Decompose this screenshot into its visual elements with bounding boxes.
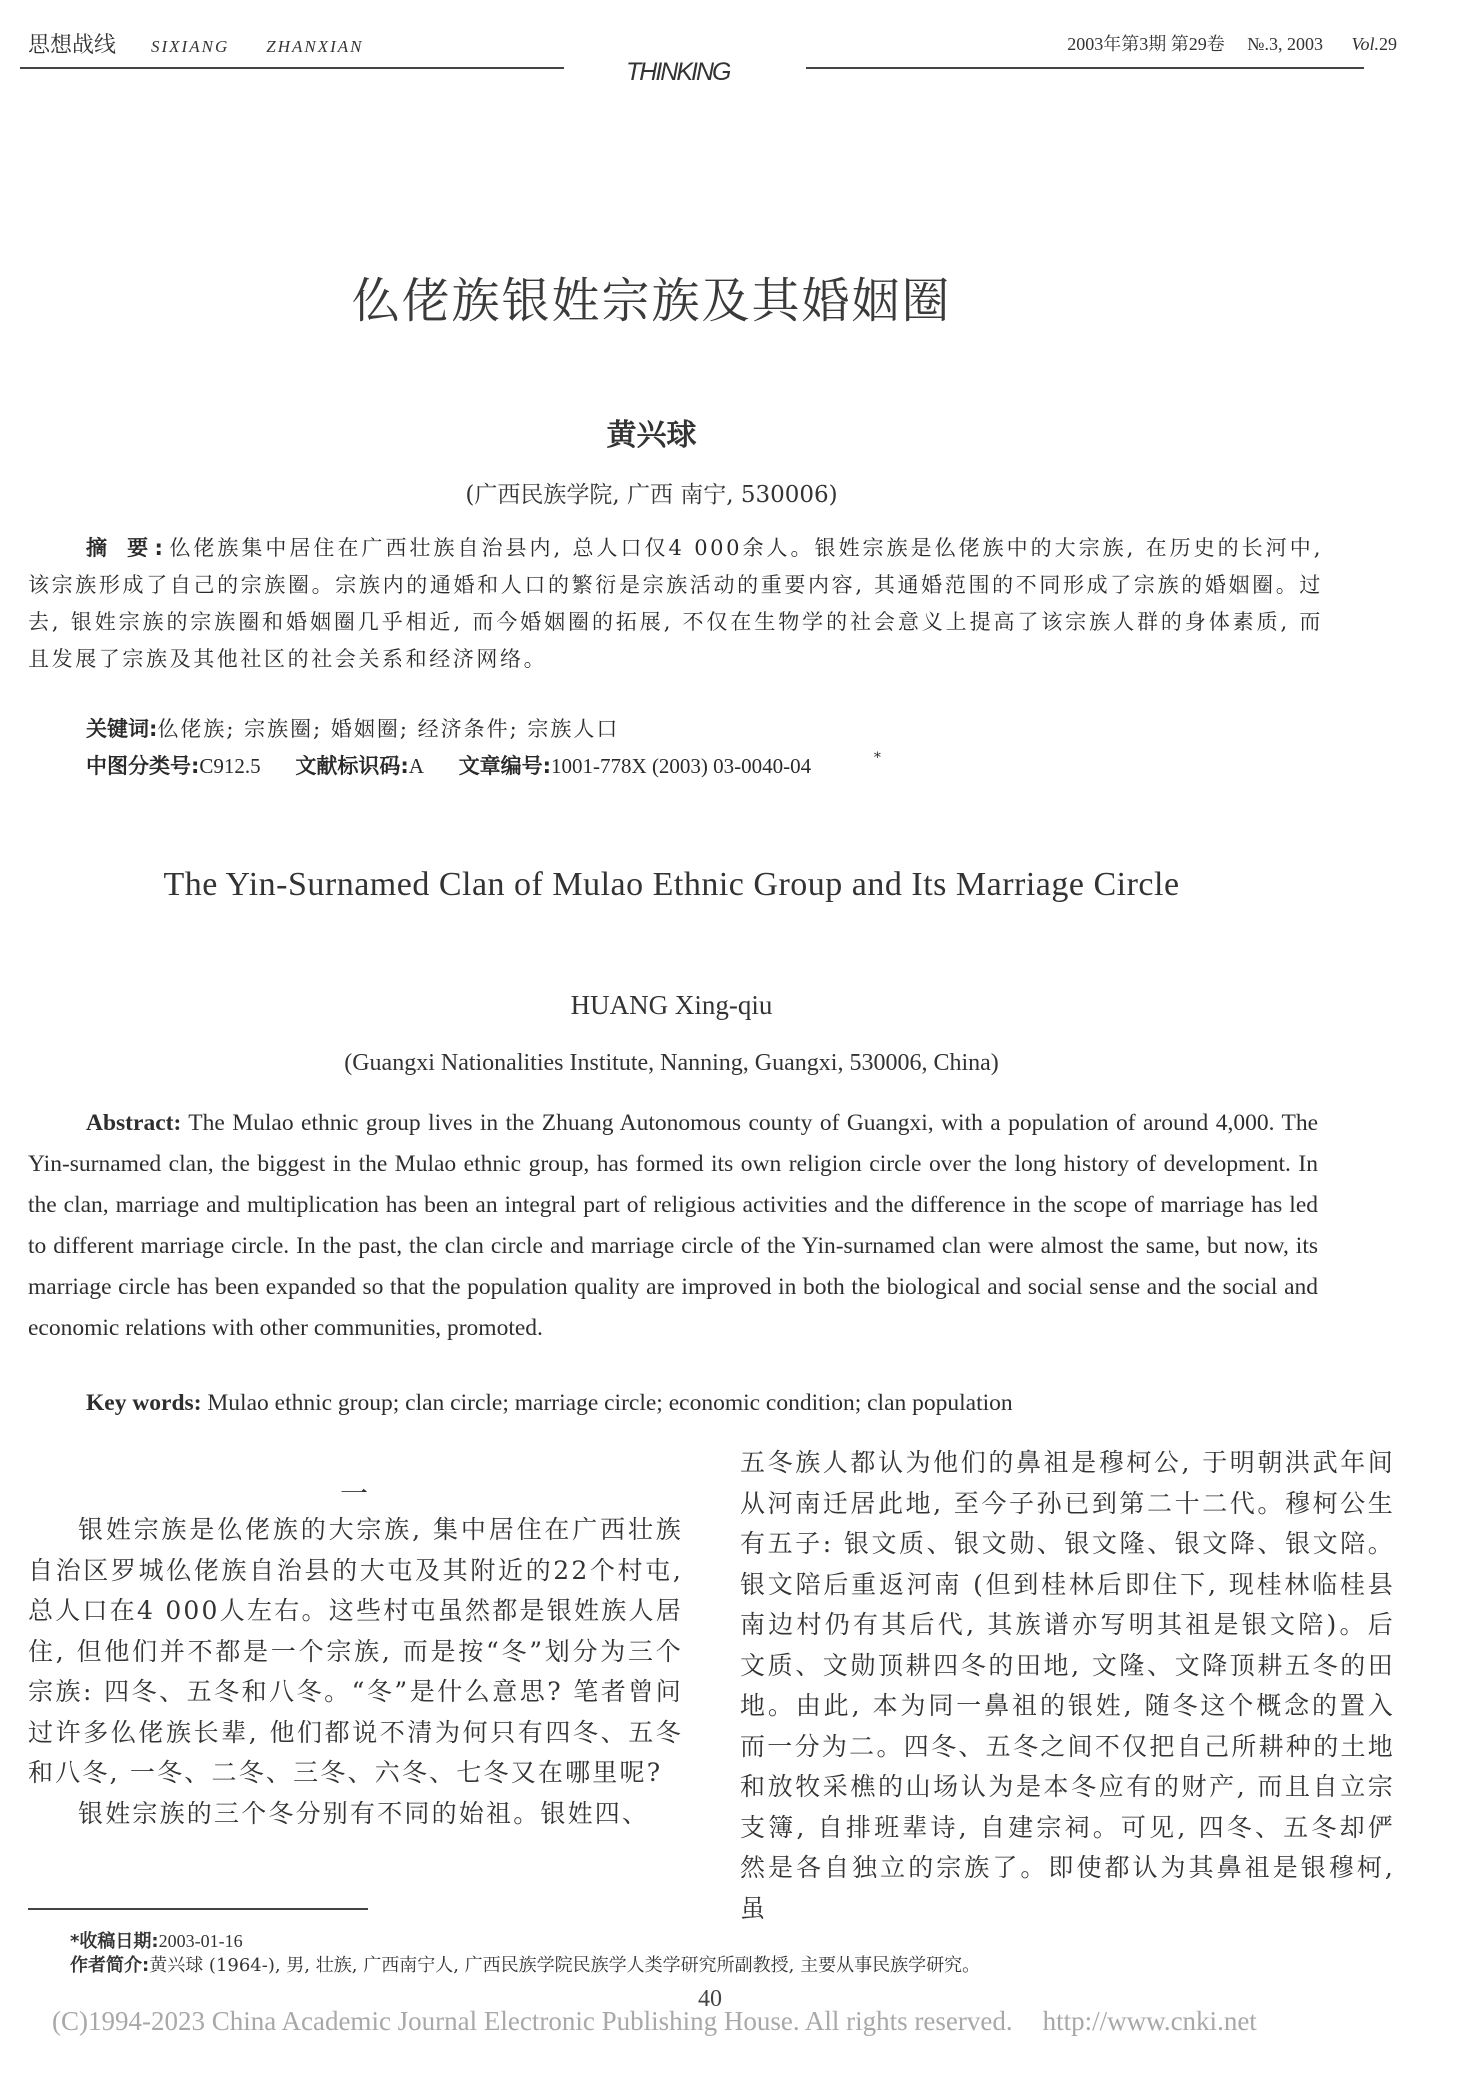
issue-number: №.3, 2003 bbox=[1247, 34, 1323, 54]
copyright-notice bbox=[52, 2006, 1257, 2037]
doc-code-value: A bbox=[408, 754, 424, 778]
author-en: HUANG Xing-qiu bbox=[570, 990, 773, 1020]
article-title-en: The Yin-Surnamed Clan of Mulao Ethnic Group and Its Marriage Circle bbox=[163, 866, 1180, 903]
journal-name-cn: 思想战线 bbox=[28, 33, 117, 58]
copyright-text: (C)1994-2023 China Academic Journal Electronic Publishing House. All rights reserved. bbox=[52, 2006, 1013, 2036]
doc-code-label: 文献标识码: bbox=[295, 754, 409, 778]
journal-name-en: THINKING bbox=[626, 58, 730, 86]
section-heading: 一 bbox=[340, 1477, 369, 1510]
footnote-received bbox=[70, 1927, 243, 1953]
received-label: *收稿日期: bbox=[70, 1931, 159, 1952]
article-no-label: 文章编号: bbox=[458, 754, 552, 778]
classification-line bbox=[86, 750, 881, 780]
abstract-en bbox=[28, 1103, 1318, 1349]
keywords-cn-label: 关键词: bbox=[86, 717, 158, 741]
abstract-en-text: The Mulao ethnic group lives in the Zhuang Autonomous county of Guangxi, with a population of around 4,000. The Yin-surnamed clan, the biggest in the Mulao ethnic group, has formed its own religion circle over the long history of development. In the clan, marriage and multiplication has been an integral part of religious activities and the difference in the scope of marriage has led to different marriage circle. In the past, the clan circle and marriage circle of the Yin-surnamed clan were almost the same, but now, its marriage circle has been expanded so that the population quality are improved in both the biological and social sense and the social and economic relations with other communities, promoted. bbox=[28, 1110, 1318, 1341]
keywords-en bbox=[86, 1390, 1013, 1417]
abstract-en-label: Abstract: bbox=[86, 1110, 182, 1136]
article-title-cn: 仫佬族银姓宗族及其婚姻圈 bbox=[351, 273, 952, 329]
keywords-en-text: Mulao ethnic group; clan circle; marriage circle; economic condition; clan population bbox=[207, 1390, 1013, 1416]
journal-header-left bbox=[28, 28, 363, 59]
affiliation-cn: (广西民族学院, 广西 南宁, 530006) bbox=[465, 482, 838, 508]
abstract-cn-text: 仫佬族集中居住在广西壮族自治县内, 总人口仅4 000余人。银姓宗族是仫佬族中的大宗族, 在历史的长河中, 该宗族形成了自己的宗族圈。宗族内的通婚和人口的繁衍是宗族活动的重要内容, 其通婚范围的不同形成了宗族的婚姻圈。过去, 银姓宗族的宗族圈和婚姻圈几乎相近, 而今婚姻圈的拓展, 不仅在生物学的社会意义上提高了该宗族人群的身体素质, 而且发展了宗族及其他社区的社会关系和经济网络。 bbox=[28, 536, 1323, 671]
keywords-en-label: Key words: bbox=[86, 1390, 202, 1416]
header-rule-right bbox=[806, 67, 1364, 69]
header-rule-left bbox=[20, 67, 564, 69]
body-column-left bbox=[28, 1510, 683, 1834]
body-paragraph: 银姓宗族是仫佬族的大宗族, 集中居住在广西壮族自治区罗城仫佬族自治县的大屯及其附近的22个村屯, 总人口在4 000人左右。这些村屯虽然都是银姓族人居住, 但他们并不都是一个宗族, 而是按“冬”划分为三个宗族: 四冬、五冬和八冬。“冬”是什么意思? 笔者曾问过许多仫佬族长辈, 他们都说不清为何只有四冬、五冬和八冬, 一冬、二冬、三冬、六冬、七冬又在哪里呢? bbox=[28, 1515, 683, 1787]
footnote-rule bbox=[28, 1908, 368, 1910]
body-paragraph: 银姓宗族的三个冬分别有不同的始祖。银姓四、 bbox=[78, 1798, 650, 1828]
volume-number: 29 bbox=[1379, 34, 1397, 54]
footnote-author bbox=[70, 1951, 980, 1977]
keywords-cn-text: 仫佬族; 宗族圈; 婚姻圈; 经济条件; 宗族人口 bbox=[157, 717, 620, 741]
author-bio-value: 黄兴球 (1964-), 男, 壮族, 广西南宁人, 广西民族学院民族学人类学研究所副教授, 主要从事民族学研究。 bbox=[149, 1955, 981, 1976]
author-cn: 黄兴球 bbox=[606, 418, 697, 453]
journal-pinyin-2: ZHANXIAN bbox=[266, 37, 364, 56]
footnote-asterisk: * bbox=[873, 750, 881, 766]
body-paragraph: 五冬族人都认为他们的鼻祖是穆柯公, 于明朝洪武年间从河南迁居此地, 至今子孙已到第二十二代。穆柯公生有五子: 银文质、银文勋、银文隆、银文降、银文陪。银文陪后重返河南 (但到桂林后即住下, 现桂林临桂县南边村仍有其后代, 其族谱亦写明其祖是银文陪)。后文质、文勋顶耕四冬的田地, 文隆、文降顶耕五冬的田地。由此, 本为同一鼻祖的银姓, 随冬这个概念的置入而一分为二。四冬、五冬之间不仅把自己所耕种的土地和放牧采樵的山场认为是本冬应有的财产, 而且自立宗支簿, 自排班辈诗, 自建宗祠。可见, 四冬、五冬却俨然是各自独立的宗族了。即使都认为其鼻祖是银穆柯, 虽 bbox=[740, 1448, 1395, 1923]
clc-label: 中图分类号: bbox=[86, 754, 200, 778]
clc-value: C912.5 bbox=[199, 754, 261, 778]
volume-label: Vol. bbox=[1351, 34, 1379, 54]
abstract-cn bbox=[28, 530, 1323, 678]
journal-issue-info bbox=[1067, 30, 1397, 56]
abstract-cn-label: 摘 要: bbox=[86, 536, 169, 560]
affiliation-en: (Guangxi Nationalities Institute, Nanning, Guangxi, 530006, China) bbox=[344, 1050, 999, 1076]
issue-cn: 2003年第3期 第29卷 bbox=[1067, 34, 1225, 54]
received-value: 2003-01-16 bbox=[158, 1931, 243, 1951]
cnki-link[interactable]: http://www.cnki.net bbox=[1042, 2006, 1257, 2036]
keywords-cn bbox=[86, 713, 619, 743]
body-column-right bbox=[740, 1443, 1395, 1929]
journal-pinyin-1: SIXIANG bbox=[151, 37, 230, 56]
article-no-value: 1001-778X (2003) 03-0040-04 bbox=[551, 754, 812, 778]
author-bio-label: 作者简介: bbox=[70, 1955, 150, 1976]
page-number: 40 bbox=[698, 1986, 722, 2012]
